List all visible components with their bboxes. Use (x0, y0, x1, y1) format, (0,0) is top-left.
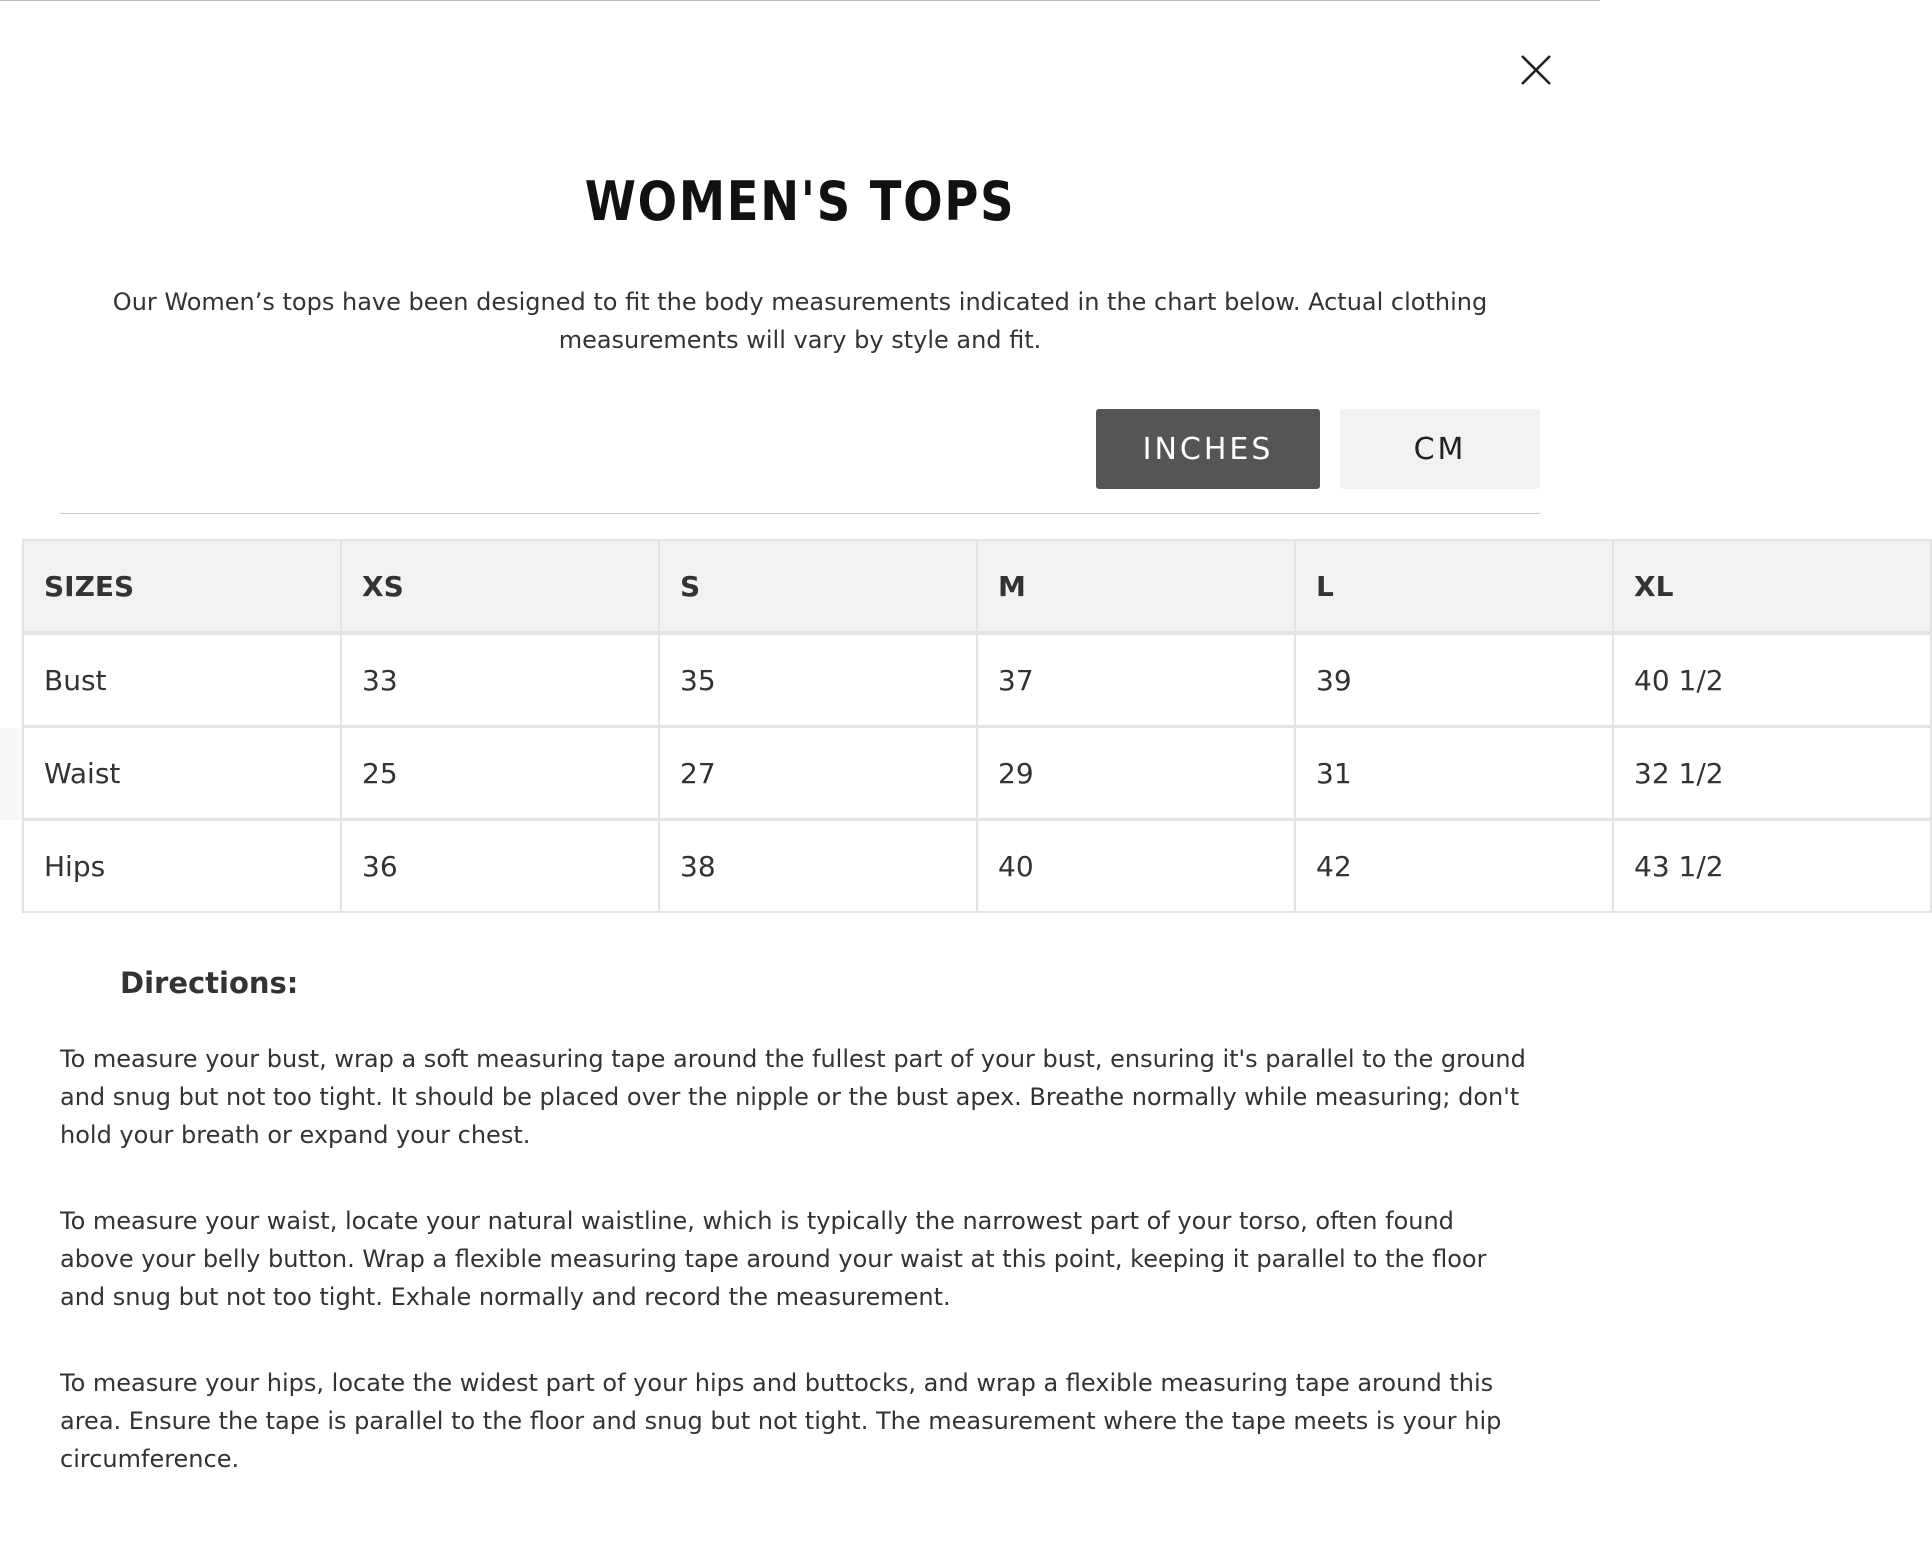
table-cell: 29 (977, 727, 1295, 820)
table-cell: 40 (977, 820, 1295, 913)
table-cell: 36 (341, 820, 659, 913)
header-s: S (659, 540, 977, 633)
table-cell: 40 1/2 (1613, 633, 1931, 727)
intro-text: Our Women’s tops have been designed to fit the body measurements indicated in the chart below. Actual clothing measurements will vary by style and fit. (112, 288, 1488, 354)
row-label: Waist (23, 727, 341, 820)
page-title: WOMEN'S TOPS (584, 170, 1016, 233)
table-cell: 39 (1295, 633, 1613, 727)
row-label: Bust (23, 633, 341, 727)
table-cell: 37 (977, 633, 1295, 727)
unit-inches-button[interactable]: INCHES (1096, 409, 1320, 489)
header-sizes: SIZES (23, 540, 341, 633)
header-m: M (977, 540, 1295, 633)
directions-heading: Directions: (120, 966, 299, 1000)
header-xl: XL (1613, 540, 1931, 633)
table-header-row (23, 540, 1931, 633)
row-label: Hips (23, 820, 341, 913)
table-cell: 42 (1295, 820, 1613, 913)
directions-bust: To measure your bust, wrap a soft measuring tape around the fullest part of your bust, ensuring it's parallel to the ground and snug but not too tight. It should be placed over the nipple or the bust apex. Breathe normally while measuring; don't hold your breath or expand your chest. (60, 1045, 1526, 1149)
table-cell: 32 1/2 (1613, 727, 1931, 820)
table-row-waist (23, 727, 1931, 820)
header-l: L (1295, 540, 1613, 633)
size-chart-table (22, 539, 1932, 913)
table-cell: 35 (659, 633, 977, 727)
unit-cm-button[interactable]: CM (1340, 409, 1540, 489)
table-cell: 27 (659, 727, 977, 820)
table-cell: 25 (341, 727, 659, 820)
table-cell: 31 (1295, 727, 1613, 820)
table-cell: 33 (341, 633, 659, 727)
table-row-hips (23, 820, 1931, 913)
table-row-bust (23, 633, 1931, 727)
directions-hips: To measure your hips, locate the widest part of your hips and buttocks, and wrap a flexible measuring tape around this area. Ensure the tape is parallel to the floor and snug but not tight. The measurement where the tape meets is your hip circumference. (60, 1369, 1502, 1473)
directions-waist: To measure your waist, locate your natural waistline, which is typically the narrowest part of your torso, often found above your belly button. Wrap a flexible measuring tape around your waist at this point, keeping it parallel to the floor and snug but not too tight. Exhale normally and record the measurement. (60, 1207, 1487, 1311)
header-xs: XS (341, 540, 659, 633)
table-cell: 43 1/2 (1613, 820, 1931, 913)
table-cell: 38 (659, 820, 977, 913)
